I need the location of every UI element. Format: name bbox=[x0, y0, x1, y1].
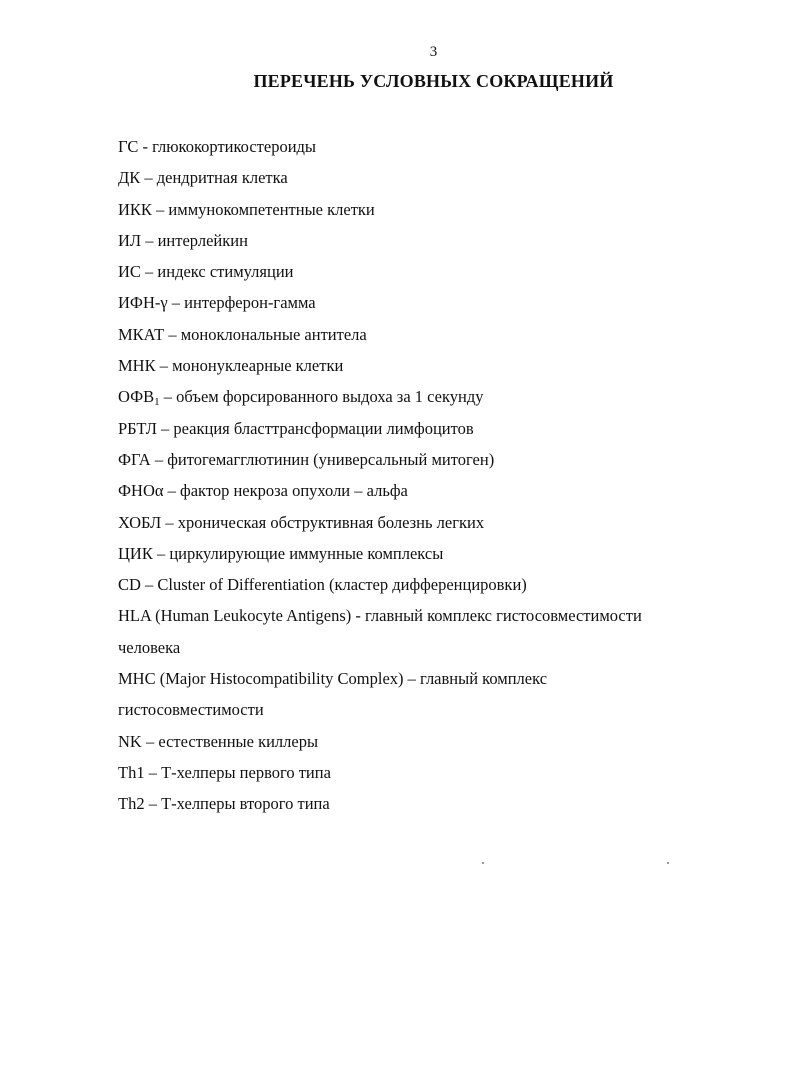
page-number: 3 bbox=[429, 44, 438, 60]
abbreviation-entry: МКАТ – моноклональные антитела bbox=[118, 324, 367, 344]
scan-speck bbox=[667, 862, 669, 864]
abbreviation-entry: ГС - глюкокортикостероиды bbox=[118, 137, 316, 156]
abbreviation-entry bbox=[118, 381, 738, 412]
abbreviation-entry: NK – естественные киллеры bbox=[118, 731, 319, 751]
abbreviation-entry: ХОБЛ – хроническая обструктивная болезнь легких bbox=[118, 512, 485, 532]
abbreviation-entry: ЦИК – циркулирующие иммунные комплексы bbox=[118, 543, 444, 563]
abbreviation-entry: Th1 – Т-хелперы первого типа bbox=[118, 762, 331, 782]
page-title: ПЕРЕЧЕНЬ УСЛОВНЫХ СОКРАЩЕНИЙ bbox=[253, 71, 614, 91]
abbreviation-entry: HLA (Human Leukocyte Antigens) - главный комплекс гистосовместимости bbox=[118, 606, 642, 626]
abbreviation-entry: ИКК – иммунокомпетентные клетки bbox=[118, 199, 375, 219]
scan-speck bbox=[482, 862, 484, 864]
abbreviation-definition: – объем форсированного выдоха за 1 секунду bbox=[159, 387, 484, 407]
abbreviation-entry: CD – Cluster of Differentiation (кластер дифференцировки) bbox=[118, 575, 527, 595]
abbreviation-term: ОФВ bbox=[118, 387, 155, 407]
abbreviation-entry: MHC (Major Histocompatibility Complex) – главный комплекс bbox=[118, 669, 548, 689]
abbreviation-entry: ИЛ – интерлейкин bbox=[118, 230, 248, 250]
abbreviation-subscript: 1 bbox=[154, 396, 160, 409]
abbreviation-entry: РБТЛ – реакция бласттрансформации лимфоцитов bbox=[118, 418, 474, 438]
abbreviation-entry: МНК – мононуклеарные клетки bbox=[118, 356, 344, 376]
abbreviation-entry: ИС – индекс стимуляции bbox=[118, 262, 294, 282]
abbreviation-entry-continuation: человека bbox=[118, 637, 181, 657]
abbreviation-entry: ФГА – фитогемагглютинин (универсальный митоген) bbox=[118, 449, 495, 469]
abbreviation-list bbox=[118, 131, 738, 820]
abbreviation-entry: ДК – дендритная клетка bbox=[118, 168, 288, 188]
abbreviation-entry: Th2 – Т-хелперы второго типа bbox=[118, 794, 330, 814]
abbreviation-entry: ФНОα – фактор некроза опухоли – альфа bbox=[118, 481, 408, 501]
abbreviation-entry: ИФН-γ – интерферон-гамма bbox=[118, 293, 316, 313]
abbreviation-entry-continuation: гистосовместимости bbox=[118, 700, 264, 720]
